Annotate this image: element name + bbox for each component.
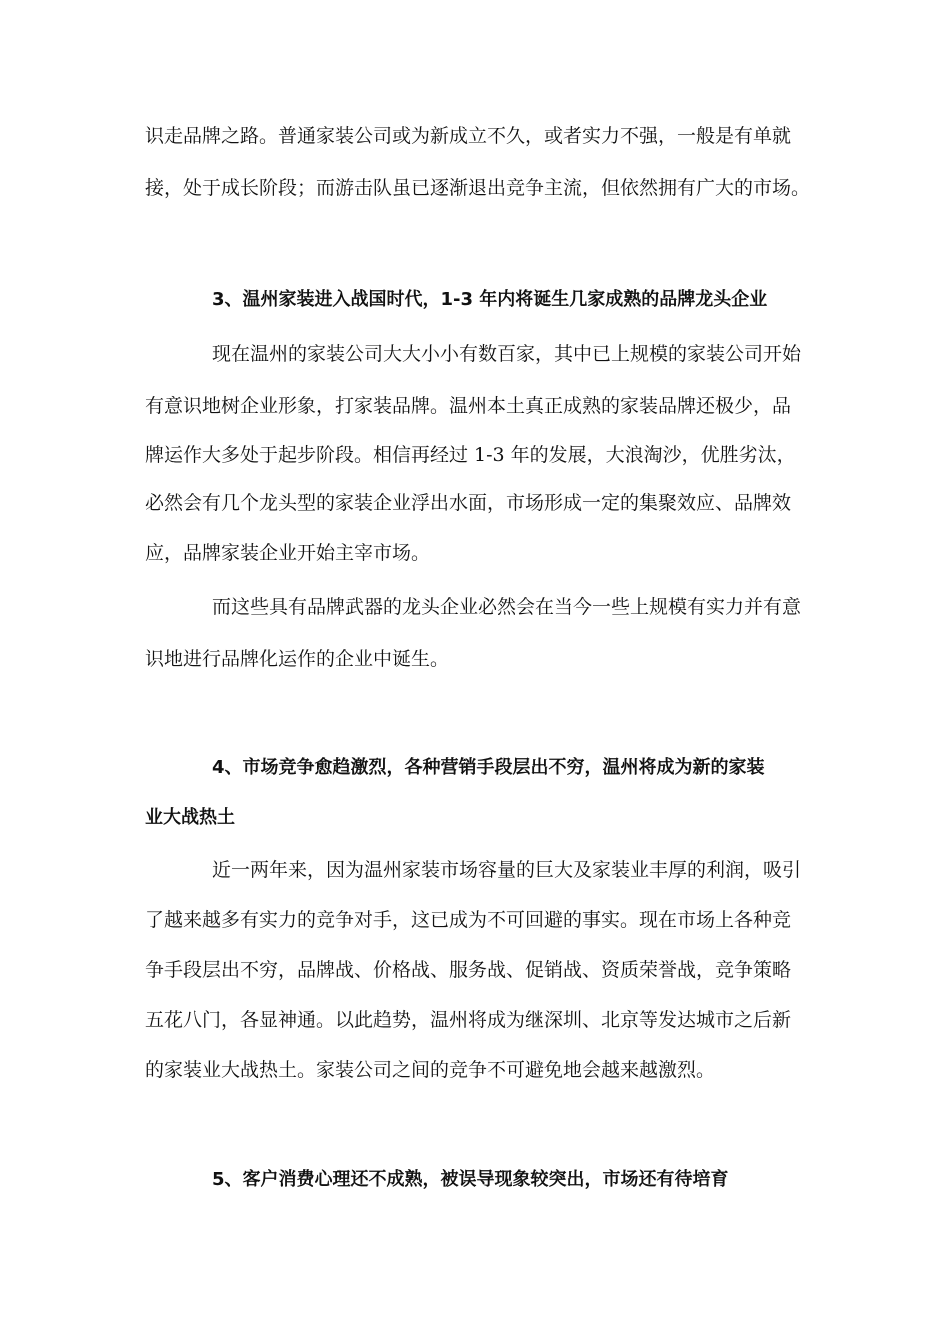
section-heading-4-continued: 业大战热土 [145, 807, 235, 828]
paragraph-line: 有意识地树企业形象，打家装品牌。温州本土真正成熟的家装品牌还极少，品 [145, 395, 792, 417]
paragraph-line: 识地进行品牌化运作的企业中诞生。 [145, 648, 450, 670]
paragraph-line: 识走品牌之路。普通家装公司或为新成立不久，或者实力不强，一般是有单就 [145, 125, 792, 147]
paragraph-line: 而这些具有品牌武器的龙头企业必然会在当今一些上规模有实力并有意 [212, 596, 802, 618]
paragraph-line: 近一两年来，因为温州家装市场容量的巨大及家装业丰厚的利润，吸引 [212, 859, 802, 881]
paragraph-line: 争手段层出不穷，品牌战、价格战、服务战、促销战、资质荣誉战，竞争策略 [145, 959, 792, 981]
paragraph-line: 必然会有几个龙头型的家装企业浮出水面，市场形成一定的集聚效应、品牌效 [145, 492, 792, 514]
section-heading-5: 5、客户消费心理还不成熟，被误导现象较突出，市场还有待培育 [212, 1169, 729, 1190]
section-heading-3: 3、温州家装进入战国时代，1-3 年内将诞生几家成熟的品牌龙头企业 [212, 289, 768, 310]
paragraph-line: 五花八门，各显神通。以此趋势，温州将成为继深圳、北京等发达城市之后新 [145, 1009, 792, 1031]
paragraph-line: 了越来越多有实力的竞争对手，这已成为不可回避的事实。现在市场上各种竞 [145, 909, 792, 931]
paragraph-line: 现在温州的家装公司大大小小有数百家，其中已上规模的家装公司开始 [212, 343, 802, 365]
section-heading-4: 4、市场竞争愈趋激烈，各种营销手段层出不穷，温州将成为新的家装 [212, 757, 765, 778]
paragraph-line: 的家装业大战热土。家装公司之间的竞争不可避免地会越来越激烈。 [145, 1059, 716, 1081]
paragraph-line: 接，处于成长阶段；而游击队虽已逐渐退出竞争主流，但依然拥有广大的市场。 [145, 177, 811, 199]
paragraph-line: 应，品牌家装企业开始主宰市场。 [145, 542, 431, 564]
paragraph-line: 牌运作大多处于起步阶段。相信再经过 1-3 年的发展，大浪淘沙，优胜劣汰， [145, 444, 796, 466]
